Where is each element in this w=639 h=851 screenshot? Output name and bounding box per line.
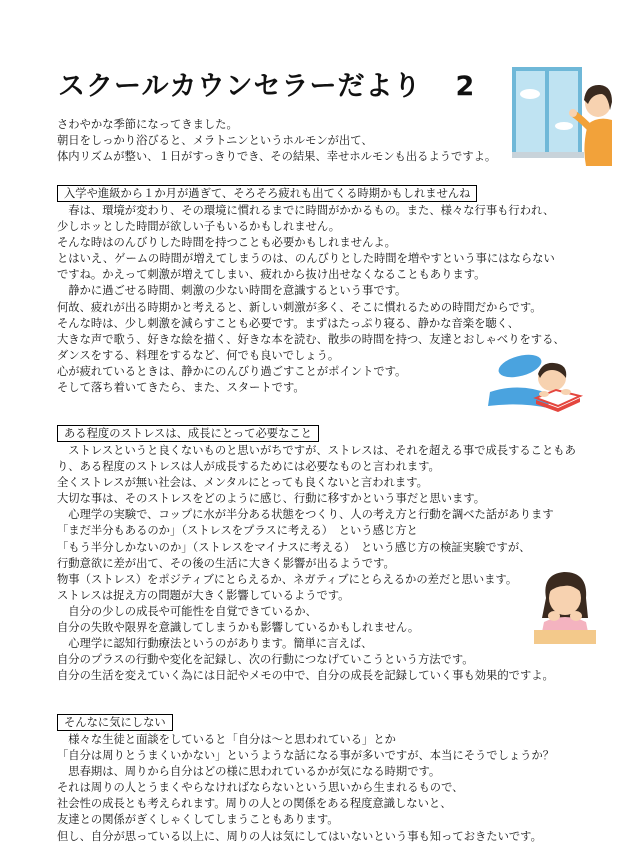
paragraph-line: ですね。かえって刺激が増えてしまい、疲れから抜け出せなくなることもあります。 bbox=[57, 268, 486, 282]
paragraph-line: 友達との関係がぎくしゃくしてしまうこともあります。 bbox=[57, 813, 339, 827]
paragraph-line: 行動意欲に差が出て、その後の生活に大きく影響が出るようです。 bbox=[57, 556, 395, 570]
paragraph-line: 「まだ半分もあるのか」（ストレスをプラスに考える） という感じ方と bbox=[57, 524, 418, 538]
paragraph-line: 自分のプラスの行動や変化を記録し、次の行動につなげていこうという方法です。 bbox=[57, 653, 474, 667]
section-heading: ある程度のストレスは、成長にとって必要なこと bbox=[57, 425, 319, 442]
paragraph-line: 何故、疲れが出る時期かと考えると、新しい刺激が多く、そこに慣れるための時間だからです。 bbox=[57, 300, 542, 314]
paragraph-line: 少しホッとした時間が欲しい子もいるかもしれません。 bbox=[57, 220, 341, 234]
paragraph-line: ストレスは捉え方の問題が大きく影響しているようです。 bbox=[57, 588, 350, 602]
paragraph-line: ダンスをする、料理をするなど、何でも良いでしょう。 bbox=[57, 348, 340, 362]
section-heading: 入学や進級から１か月が過ぎて、そろそろ疲れも出てくる時期かもしれませんね bbox=[57, 185, 477, 202]
intro-line: 朝日をしっかり浴びると、メラトニンというホルモンが出て、 bbox=[57, 134, 373, 148]
issue-number: 2 bbox=[455, 71, 476, 102]
paragraph-line: 静かに過ごせる時間、刺激の少ない時間を意識するという事です。 bbox=[57, 284, 407, 298]
paragraph-line: 大切な事は、そのストレスをどのように感じ、行動に移すかという事だと思います。 bbox=[57, 492, 486, 506]
title-text: スクールカウンセラーだより bbox=[58, 71, 422, 102]
intro-line: 体内リズムが整い、１日がすっきりでき、その結果、幸せホルモンも出るようですよ。 bbox=[57, 150, 497, 164]
paragraph-line: それは周りの人とうまくやらなければならないという思いから生まれるもので、 bbox=[57, 781, 464, 795]
paragraph-line: 春は、環境が変わり、その環境に慣れるまでに時間がかかるもの。また、様々な行事も行われ、 bbox=[57, 204, 555, 217]
paragraph-line: 「自分は周りとうまくいかない」というような話になる事が多いですが、本当にそうでしょうか？ bbox=[57, 749, 555, 763]
window-child-illustration bbox=[512, 66, 612, 166]
section-dont-worry bbox=[57, 711, 587, 845]
paragraph-line: 自分の生活を変えていく為には日記やメモの中で、自分の成長を記録していく事も効果的ですよ。 bbox=[57, 669, 554, 683]
paragraph-line: とはいえ、ゲームの時間が増えてしまうのは、のんびりとした時間を増やすという事にはならない bbox=[57, 252, 555, 266]
paragraph-line: 社会性の成長とも考えられます。周りの人との関係をある程度意識しないと、 bbox=[57, 797, 452, 811]
paragraph-line: 自分の少しの成長や可能性を自覚できているか、 bbox=[57, 604, 317, 618]
newsletter-title bbox=[58, 64, 475, 103]
paragraph-line: 「もう半分しかないのか」（ストレスをマイナスに考える） という感じ方の検証実験ですが、 bbox=[57, 540, 531, 554]
paragraph-line: 自分の失敗や限界を意識してしまうかも影響しているかもしれません。 bbox=[57, 621, 420, 635]
paragraph-line: そんな時は、少し刺激を減らすことも必要です。まずはたっぷり寝る、静かな音楽を聴く、 bbox=[57, 316, 520, 330]
paragraph-line: 様々な生徒と面談をしていると「自分は～と思われている」とか bbox=[57, 733, 396, 746]
paragraph-line: 心が疲れているときは、静かにのんびり過ごすことがポイントです。 bbox=[57, 364, 407, 378]
paragraph-line: そんな時はのんびりした時間を持つことも必要かもしれませんよ。 bbox=[57, 236, 396, 250]
paragraph-line: 大きな声で歌う、好きな絵を描く、好きな本を読む、散歩の時間を持つ、友達とおしゃべりをする、 bbox=[57, 332, 565, 346]
paragraph-line: ストレスというと良くないものと思いがちですが、ストレスは、それを超える事で成長することもあ bbox=[57, 444, 576, 457]
paragraph-line: 心理学に認知行動療法というのがあります。簡単に言えば、 bbox=[57, 637, 373, 651]
paragraph-line: 全くストレスが無い社会は、メンタルにとっても良くないと言われます。 bbox=[57, 476, 428, 490]
section-heading: そんなに気にしない bbox=[57, 714, 173, 731]
intro-line: さわやかな季節になってきました。 bbox=[57, 118, 238, 131]
paragraph-line: り、ある程度のストレスは人が成長するためには必要なものと言われます。 bbox=[57, 460, 440, 474]
paragraph-line: 心理学の実験で、コップに水が半分ある状態をつくり、人の考え方と行動を調べた話があります bbox=[57, 508, 554, 522]
paragraph-line: 思春期は、周りから自分はどの様に思われているかが気になる時期です。 bbox=[57, 765, 441, 779]
thinking-girl-illustration bbox=[534, 568, 596, 644]
paragraph-line: そして落ち着いてきたら、また、スタートです。 bbox=[57, 381, 305, 395]
paragraph-line: 但し、自分が思っている以上に、周りの人は気にしてはいないという事も知っておきたいです。 bbox=[57, 829, 542, 843]
intro-paragraph bbox=[57, 117, 527, 165]
paragraph-line: 物事（ストレス）をポジティブにとらえるか、ネガティブにとらえるかの差だと思います。 bbox=[57, 572, 518, 586]
section-stress bbox=[57, 422, 587, 684]
reading-child-illustration bbox=[480, 352, 592, 414]
